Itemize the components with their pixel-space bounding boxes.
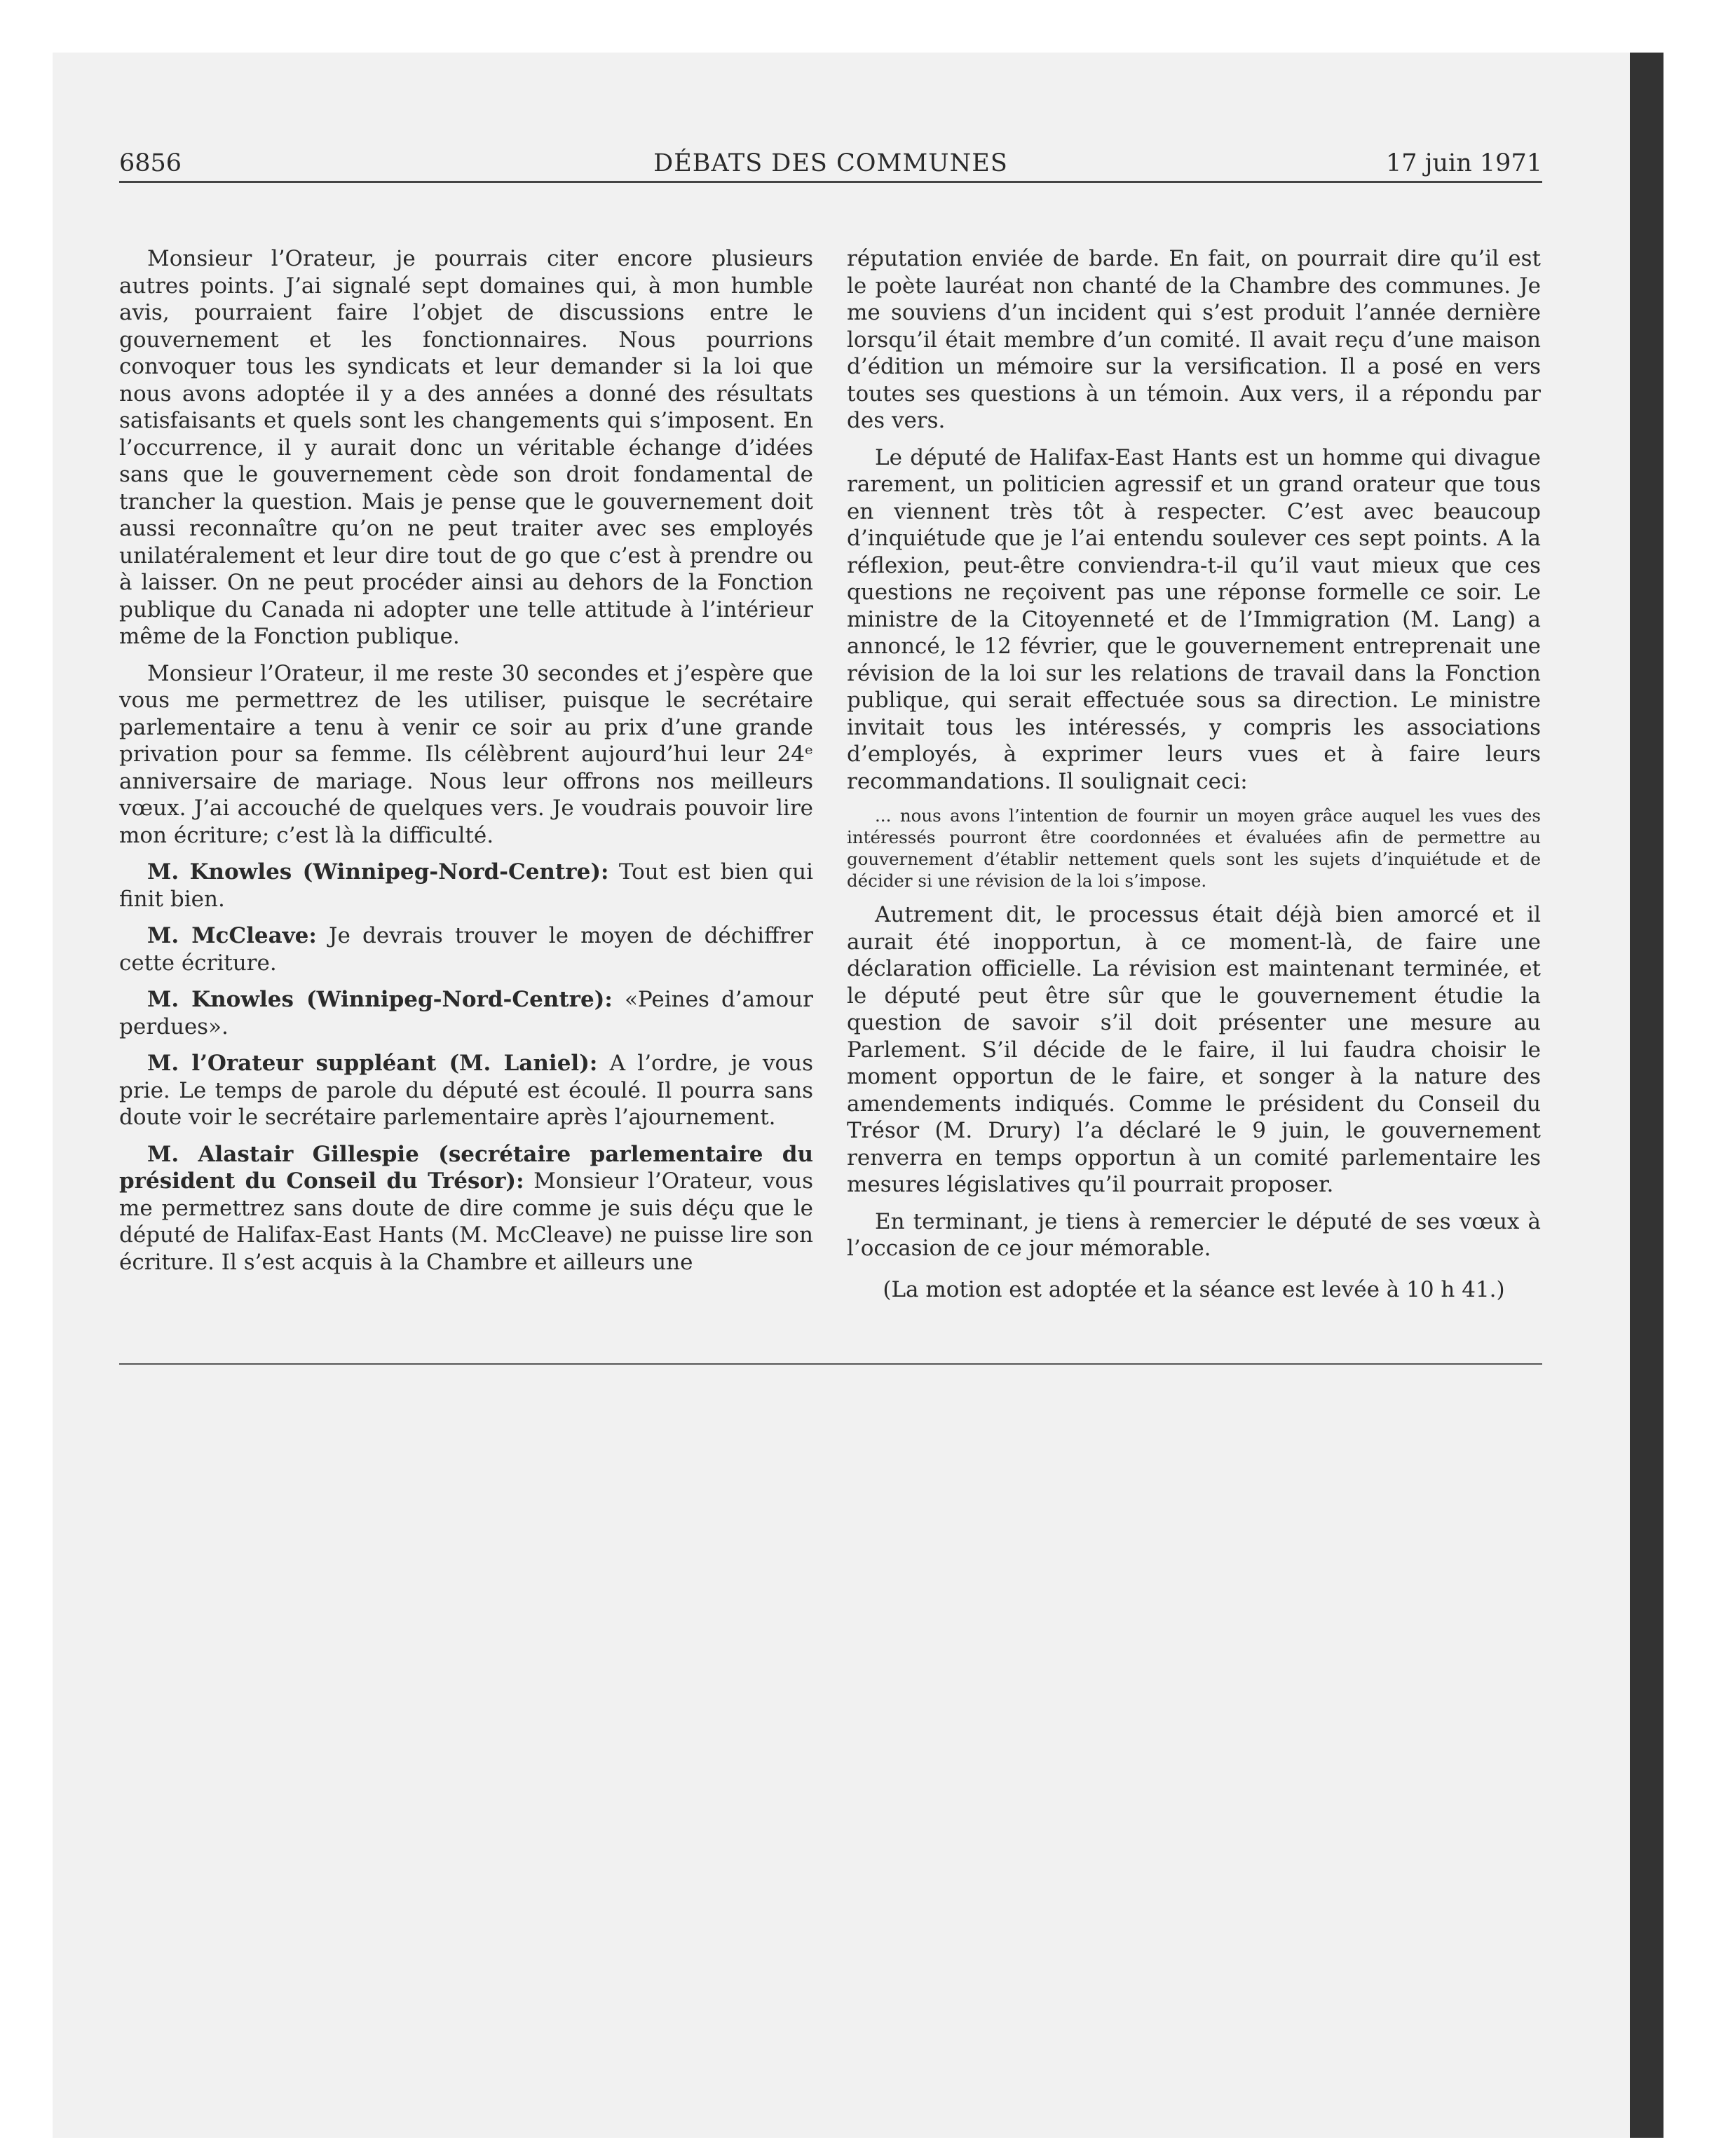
publication-title: DÉBATS DES COMMUNES xyxy=(653,149,1008,177)
right-column xyxy=(847,245,1541,1313)
speaker-name: M. Alastair Gillespie (secrétaire parlementaire du président du Conseil du Trésor): xyxy=(119,1141,813,1194)
speaker-name: M. l’Orateur suppléant (M. Laniel): xyxy=(147,1051,598,1076)
speech-text: Monsieur l’Orateur, vous me permettrez sans doute de dire comme je suis déçu que le député de Halifax-East Hants (M. McCleave) ne puisse lire son écriture. Il s’est acquis à la Chambre et ailleurs une xyxy=(119,1168,813,1275)
paragraph: Le député de Halifax-East Hants est un homme qui divague rarement, un politicien agressif et un grand orateur que tous en viennent très tôt à respecter. C’est avec beaucoup d’inquiétude que je l’ai entendu soulever ces sept points. A la réflexion, peut-être conviendra-t-il qu’il vaut mieux que ces questions ne reçoivent pas une réponse formelle ce soir. Le ministre de la Citoyenneté et de l’Immigration (M. Lang) a annoncé, le 12 février, que le gouvernement entreprenait une révision de la loi sur les relations de travail dans la Fonction publique, qui serait effectuée sous sa direction. Le ministre invitait tous les intéressés, y compris les associations d’employés, à exprimer leurs vues et à faire leurs recommandations. Il soulignait ceci: xyxy=(847,444,1541,794)
page-number: 6856 xyxy=(119,149,182,177)
speaker-name: M. Knowles (Winnipeg-Nord-Centre): xyxy=(147,859,609,885)
paragraph: Autrement dit, le processus était déjà bien amorcé et il aurait été inopportun, à ce moment-là, de faire une déclaration officielle. La révision est maintenant terminée, et le député peut être sûr que le gouvernement étudie la question de savoir s’il doit présenter une mesure au Parlement. S’il décide de le faire, il lui faudra choisir le moment opportun de le faire, et songer à la nature des amendements indiqués. Comme le président du Conseil du Trésor (M. Drury) l’a déclaré le 9 juin, le gouvernement renverra en temps opportun à un comité parlementaire les mesures législatives qu’il pourrait proposer. xyxy=(847,902,1541,1197)
speech-text: A l’ordre, je vous prie. Le temps de parole du député est écoulé. Il pourra sans doute voir le secrétaire parlementaire après l’ajournement. xyxy=(119,1051,813,1130)
left-column xyxy=(119,245,813,1285)
speech xyxy=(119,859,813,913)
speech-text: Tout est bien qui finit bien. xyxy=(119,859,814,912)
speaker-name: M. McCleave: xyxy=(147,923,317,948)
speech xyxy=(119,1141,813,1276)
closing-note: (La motion est adoptée et la séance est levée à 10 h 41.) xyxy=(883,1276,1505,1302)
block-quote: ... nous avons l’intention de fournir un moyen grâce auquel les vues des intéressés pourront être coordonnées et évaluées afin de permettre au gouvernement d’établir nettement quels sont les sujets d’inquiétude et de décider si une révision de la loi s’impose. xyxy=(847,805,1541,891)
paragraph: En terminant, je tiens à remercier le député de ses vœux à l’occasion de ce jour mémorable. xyxy=(847,1208,1541,1261)
speech-text: «Peines d’amour perdues». xyxy=(119,987,813,1039)
scan-edge-bar xyxy=(1630,53,1663,2138)
header-rule xyxy=(119,181,1542,183)
speech-text: Je devrais trouver le moyen de déchiffrer cette écriture. xyxy=(119,923,814,976)
footer-rule xyxy=(119,1363,1542,1365)
speech xyxy=(119,1050,813,1131)
page-header xyxy=(119,147,1542,179)
speech xyxy=(119,986,813,1040)
paragraph: Monsieur l’Orateur, il me reste 30 secondes et j’espère que vous me permettrez de les utiliser, puisque le secrétaire parlementaire a tenu à venir ce soir au prix d’une grande privation pour sa femme. Ils célèbrent aujourd’hui leur 24ᵉ anniversaire de mariage. Nous leur offrons nos meilleurs vœux. J’ai accouché de quelques vers. Je voudrais pouvoir lire mon écriture; c’est là la difficulté. xyxy=(119,660,813,848)
speaker-name: M. Knowles (Winnipeg-Nord-Centre): xyxy=(147,987,613,1012)
speech xyxy=(119,922,813,976)
paragraph: réputation enviée de barde. En fait, on pourrait dire qu’il est le poète lauréat non chanté de la Chambre des communes. Je me souviens d’un incident qui s’est produit l’année dernière lorsqu’il était membre d’un comité. Il avait reçu d’une maison d’édition un mémoire sur la versification. Il a posé en vers toutes ses questions à un témoin. Aux vers, il a répondu par des vers. xyxy=(847,246,1541,433)
page-date: 17 juin 1971 xyxy=(1386,149,1542,177)
paragraph: Monsieur l’Orateur, je pourrais citer encore plusieurs autres points. J’ai signalé sept domaines qui, à mon humble avis, pourraient faire l’objet de discussions entre le gouvernement et les fonctionnaires. Nous pourrions convoquer tous les syndicats et leur demander si la loi que nous avons adoptée il y a des années a donné des résultats satisfaisants et quels sont les changements qui s’imposent. En l’occurrence, il y aurait donc un véritable échange d’idées sans que le gouvernement cède son droit fondamental de trancher la question. Mais je pense que le gouvernement doit aussi reconnaître qu’on ne peut traiter avec ses employés unilatéralement et leur dire tout de go que c’est à prendre ou à laisser. On ne peut procéder ainsi au dehors de la Fonction publique du Canada ni adopter une telle attitude à l’intérieur même de la Fonction publique. xyxy=(119,246,813,649)
